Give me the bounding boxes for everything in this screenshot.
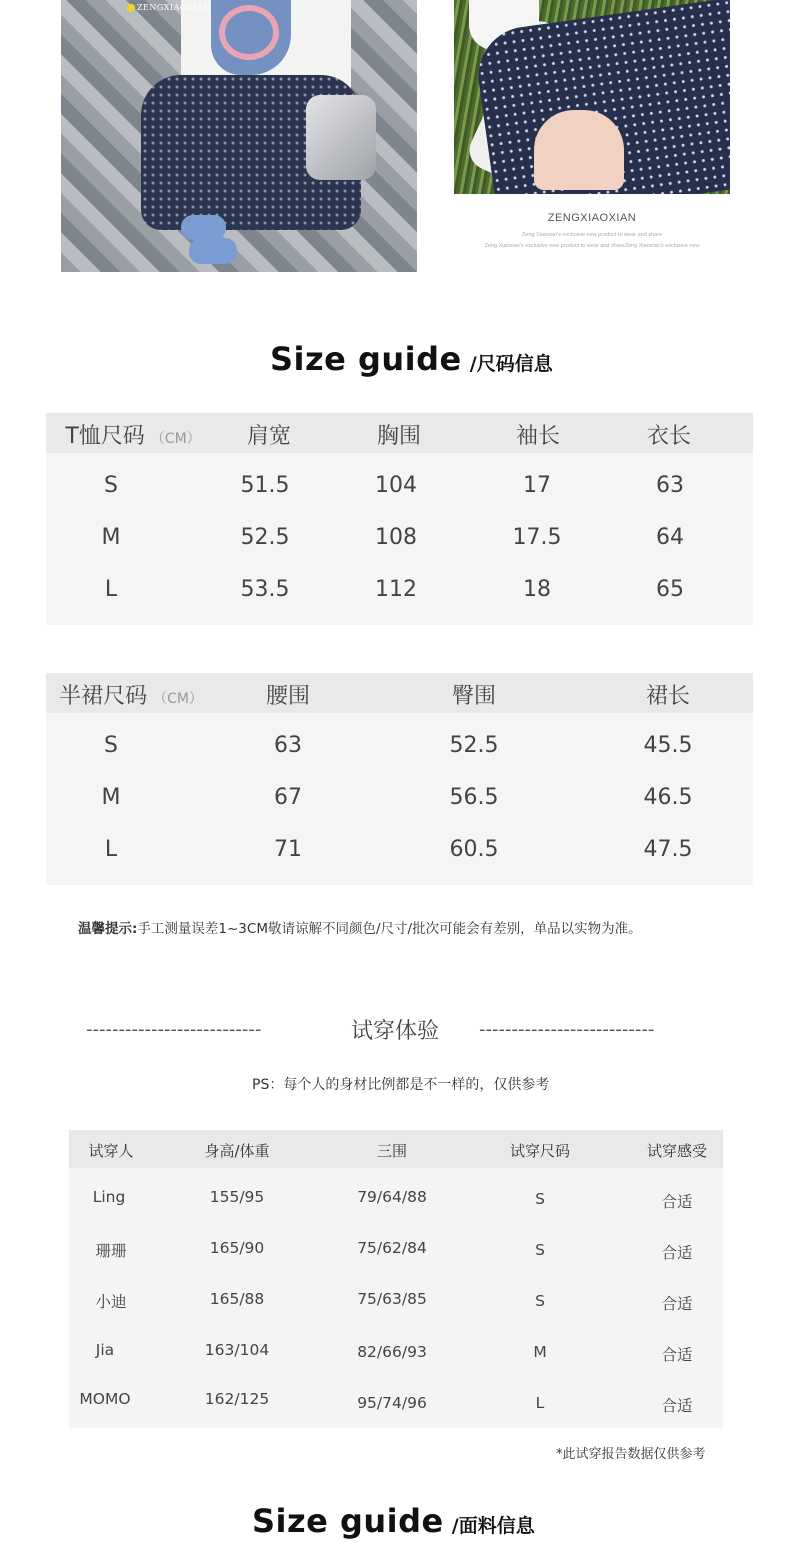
value-cell: 45.5 [643,733,693,758]
size-guide-subtitle: /尺码信息 [469,353,553,375]
size-cell: S [104,473,118,498]
table-row [69,1178,723,1229]
header-chest: 胸围 [376,424,422,449]
tryon-note: *此试穿报告数据仅供参考 [556,1447,706,1462]
tester-name: MOMO [79,1390,131,1408]
header-tried-size: 试穿尺码 [509,1142,571,1160]
value-cell: 56.5 [449,785,499,810]
fabric-guide-title: Size guide [252,1502,444,1540]
size-cell: S [104,733,118,758]
tshirt-size-table [46,413,753,625]
caption-subtitle-2: Zeng Xiaoxian's exclusive new product to wear and shareZeng Xiaoxian's exclusive new [484,243,700,249]
model-photo-left [61,0,417,272]
height-weight: 162/125 [204,1390,270,1408]
value-cell: 67 [274,785,302,810]
header-waist: 腰围 [265,684,311,709]
measurement-tip [78,917,642,937]
divider-right: --------------------------- [479,1019,655,1040]
header-measurements: 三围 [376,1142,408,1160]
value-cell: 71 [274,837,302,862]
table-row [69,1382,723,1433]
size-guide-heading [270,340,553,378]
tried-size: L [535,1394,545,1412]
tryon-table-header [69,1130,723,1168]
skirt-table-header [46,673,753,713]
fabric-guide-heading [252,1502,535,1540]
table-row [46,775,753,827]
value-cell: 63 [656,473,684,498]
tester-name: 珊珊 [95,1242,127,1260]
value-cell: 46.5 [643,785,693,810]
height-weight: 163/104 [204,1341,270,1359]
table-row [69,1229,723,1280]
measurements: 75/63/85 [357,1290,427,1308]
header-shoulder: 肩宽 [246,424,292,449]
header-sleeve: 袖长 [515,424,561,449]
tried-size: S [535,1292,545,1310]
size-cell: L [104,577,118,602]
size-cell: L [104,837,118,862]
value-cell: 18 [523,577,551,602]
tip-label: 温馨提示: [78,921,138,937]
header-fit-feeling: 试穿感受 [646,1142,708,1160]
tryon-table [69,1130,723,1428]
skirt-size-table [46,673,753,885]
value-cell: 52.5 [240,525,290,550]
table-row [46,827,753,879]
tshirt-size-label: T恤尺码 （CM） [65,424,201,449]
value-cell: 108 [375,525,417,550]
fit-feeling: 合适 [661,1244,693,1262]
value-cell: 63 [274,733,302,758]
fabric-detail-photo [454,0,730,194]
height-weight: 155/95 [209,1188,265,1206]
brand-dot-icon [127,4,135,12]
tester-name: Jia [95,1341,115,1359]
value-cell: 64 [656,525,684,550]
value-cell: 60.5 [449,837,499,862]
header-length: 衣长 [646,424,692,449]
table-row [46,515,753,567]
tried-size: S [535,1190,545,1208]
value-cell: 17.5 [512,525,562,550]
tip-text: 手工测量误差1~3CM敬请谅解不同颜色/尺寸/批次可能会有差别，单品以实物为准。 [137,921,642,937]
value-cell: 52.5 [449,733,499,758]
table-row [46,723,753,775]
measurements: 82/66/93 [357,1343,427,1361]
tryon-title: 试穿体验 [351,1019,440,1044]
caption-title: ZENGXIAOXIAN [547,212,637,224]
measurements: 79/64/88 [357,1188,427,1206]
table-row [69,1331,723,1382]
header-hip: 臀围 [451,684,497,709]
tshirt-table-header [46,413,753,453]
height-weight: 165/90 [209,1239,265,1257]
size-cell: M [101,525,121,550]
fit-feeling: 合适 [661,1295,693,1313]
value-cell: 65 [656,577,684,602]
size-cell: M [101,785,121,810]
tester-name: 小迪 [95,1293,127,1311]
measurements: 95/74/96 [357,1394,427,1412]
tried-size: S [535,1241,545,1259]
table-row [46,463,753,515]
brand-watermark: ZENGXIAOXIAN [127,3,210,12]
table-row [69,1280,723,1331]
value-cell: 112 [375,577,417,602]
size-guide-title: Size guide [270,340,462,378]
value-cell: 47.5 [643,837,693,862]
fit-feeling: 合适 [661,1193,693,1211]
fabric-guide-subtitle: /面料信息 [451,1515,535,1537]
value-cell: 51.5 [240,473,290,498]
fit-feeling: 合适 [661,1397,693,1415]
value-cell: 17 [523,473,551,498]
header-skirt-length: 裙长 [645,684,691,709]
value-cell: 104 [375,473,417,498]
table-row [46,567,753,619]
tester-name: Ling [92,1188,126,1206]
tried-size: M [533,1343,547,1361]
measurements: 75/62/84 [357,1239,427,1257]
caption-subtitle: Zeng Xiaoxian's exclusive new product to wear and share [521,232,663,238]
fit-feeling: 合适 [661,1346,693,1364]
header-height-weight: 身高/体重 [204,1142,270,1160]
divider-left: --------------------------- [86,1019,262,1040]
tryon-ps: PS：每个人的身材比例都是不一样的，仅供参考 [252,1077,550,1093]
value-cell: 53.5 [240,577,290,602]
skirt-size-label: 半裙尺码 （CM） [59,684,203,709]
height-weight: 165/88 [209,1290,265,1308]
header-tester: 试穿人 [88,1142,134,1160]
